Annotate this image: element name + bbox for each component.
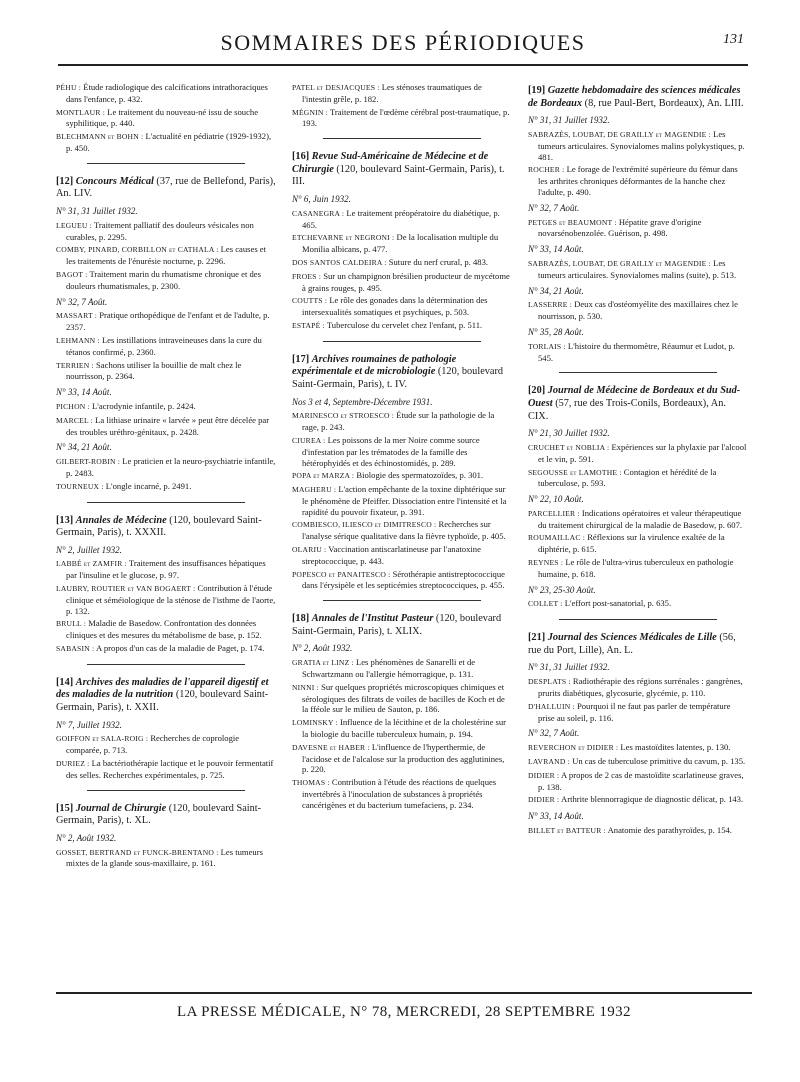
issue-label: N° 2, Juillet 1932.: [56, 544, 122, 555]
article-author: BAGOT :: [56, 269, 88, 279]
section-divider: [87, 502, 245, 503]
article-entry: [56, 360, 276, 383]
article-entry: [292, 742, 512, 775]
article-author: POPA et MARZA :: [292, 471, 355, 481]
issue-label: N° 33, 14 Août.: [528, 811, 584, 822]
article-title: L'ongle incarné, p. 2491.: [105, 480, 192, 491]
article-author: PARCELLIER :: [528, 508, 580, 518]
article-title: Les phénomènes de Sanarelli et de Schwartzmann ou l'allergie hémorragique, p. 131.: [302, 657, 476, 680]
article-entry: [56, 618, 276, 641]
article-author: ETCHEVARNE et NEGRONI :: [292, 233, 395, 243]
article-author: COLLET :: [528, 599, 563, 609]
article-title: Traitement palliatif des douleurs vésicales non curables, p. 2295.: [66, 219, 254, 242]
journal-name: Revue Sud-Américaine de Médecine et de Chirurgie: [292, 151, 489, 175]
article-title: Les tumeurs articulaires. Synovialomes malins (suite), p. 513.: [538, 257, 737, 280]
article-author: TOURNEUX :: [56, 481, 104, 491]
issue-label: N° 32, 7 Août.: [528, 202, 580, 213]
column-1: [56, 82, 276, 871]
article-title: Les poissons de la mer Noire comme source d'infestation par les trématodes de la famille des hétérophyidés et des échinostomidés, p. 289.: [302, 434, 480, 468]
issue-label: N° 22, 10 Août.: [528, 494, 584, 505]
article-title: La lithiase urinaire « larvée » peut être décelée par des troubles uréthro-génitaux, p. 2428.: [66, 414, 270, 437]
journal-number: [20]: [528, 385, 546, 397]
article-author: D'HALLUIN :: [528, 701, 575, 711]
article-title: Contribution à l'étude des réactions de quelques invertébrés à l'inoculation de substances à propriétés cancérigènes et du bacterium tumefaciens, p. 234.: [302, 777, 497, 810]
article-entry: [292, 717, 512, 740]
article-title: Pourquoi il ne faut pas parler de température prise au soleil, p. 116.: [538, 700, 731, 723]
article-author: TERRIEN :: [56, 360, 94, 370]
journal-section: [292, 354, 512, 592]
journal-number: [12]: [56, 175, 74, 187]
article-entry: [292, 208, 512, 231]
journal-name: Archives des maladies de l'appareil digestif et des maladies de la nutrition: [56, 676, 269, 701]
issue-label: N° 6, Juin 1932.: [292, 193, 351, 204]
article-entry: [528, 598, 748, 610]
issue-label: N° 35, 28 Août.: [528, 326, 584, 337]
journal-details: (120, boulevard Saint-Germain, Paris), t. XXII.: [56, 689, 269, 714]
article-author: BLECHMANN et BOHN :: [56, 132, 144, 142]
article-entry: [528, 467, 748, 490]
journal-section: [292, 82, 512, 129]
article-author: LABBÉ et ZAMFIR :: [56, 559, 127, 569]
journal-details: (120, boulevard Saint-Germain, Paris), t. IV.: [292, 366, 504, 390]
journal-section: [528, 632, 748, 837]
footer-text: LA PRESSE MÉDICALE, N° 78, MERCREDI, 28 SEPTEMBRE 1932: [177, 1004, 631, 1020]
journal-name: Annales de l'Institut Pasteur: [311, 613, 434, 625]
article-entry: [292, 232, 512, 255]
article-author: LEHMANN :: [56, 335, 100, 345]
journal-details: (57, rue des Trois-Conils, Bordeaux), An. CIX.: [528, 397, 726, 422]
article-entry: [528, 442, 748, 465]
article-entry: [56, 558, 276, 581]
article-entry: [56, 583, 276, 616]
article-entry: [292, 257, 512, 269]
article-entry: [528, 676, 748, 699]
article-author: CASANEGRA :: [292, 208, 345, 218]
article-title: L'effort post-sanatorial, p. 635.: [564, 598, 672, 609]
article-title: Les instillations intraveineuses dans la cure du tétanos confirmé, p. 2360.: [66, 334, 262, 357]
article-title: Le rôle de l'ultra-virus tuberculeux en pathologie humaine, p. 618.: [538, 557, 734, 579]
journal-heading: [528, 632, 748, 657]
article-entry: [56, 847, 276, 870]
journal-heading: [56, 515, 276, 540]
article-author: MARINESCO et STROESCO :: [292, 411, 395, 421]
article-title: Les sténoses traumatiques de l'intestin grêle, p. 182.: [302, 82, 482, 104]
article-entry: [292, 271, 512, 294]
article-entry: [56, 733, 276, 756]
article-author: TORLAIS :: [528, 341, 566, 351]
article-title: Les tumeurs articulaires. Synovialomes malins polykystiques, p. 481.: [538, 128, 745, 162]
article-title: Arthrite blennorragique de diagnostic délicat, p. 143.: [561, 794, 744, 805]
journal-number: [18]: [292, 613, 310, 625]
article-entry: [56, 481, 276, 493]
journal-section: [56, 176, 276, 493]
article-author: PETGES et BEAUMONT :: [528, 217, 617, 227]
article-author: MÉGNIN :: [292, 107, 328, 117]
article-entry: [56, 107, 276, 130]
journal-details: (120, boulevard Saint-Germain, Paris), t. XXXII.: [56, 514, 262, 539]
article-title: Contribution à l'étude clinique et séméiologique de la sténose de l'isthme de l'aorte, p. 132.: [66, 583, 276, 616]
journal-details: (8, rue Paul-Bert, Bordeaux), An. LIII.: [584, 97, 744, 109]
article-author: GILBERT-ROBIN :: [56, 457, 121, 467]
journal-section: [56, 803, 276, 870]
article-title: Contagion et hérédité de la tuberculose, p. 593.: [538, 466, 717, 489]
journal-section: [292, 613, 512, 810]
article-entry: [528, 701, 748, 724]
issue-label: N° 7, Juillet 1932.: [56, 719, 122, 730]
article-author: REVERCHON et DIDIER :: [528, 743, 619, 753]
article-entry: [528, 742, 748, 754]
article-title: Traitement de l'œdème cérébral post-traumatique, p. 193.: [302, 106, 510, 129]
article-title: Le forage de l'extrémité supérieure du fémur dans les arthrites chroniques déformantes de la hanche chez l'adulte, p. 490.: [538, 164, 738, 197]
article-author: BILLET et BATTEUR :: [528, 826, 606, 836]
article-title: L'actualité en pédiatrie (1929-1932), p. 450.: [66, 131, 272, 153]
article-entry: [292, 569, 512, 592]
journal-heading: [292, 151, 512, 189]
article-author: MAGHERU :: [292, 485, 337, 495]
article-entry: [528, 164, 748, 197]
journal-section: [56, 515, 276, 655]
article-title: Le traitement du nouveau-né issu de souche syphilitique, p. 440.: [66, 106, 259, 129]
article-entry: [56, 415, 276, 438]
article-author: CIUREA :: [292, 435, 326, 445]
article-author: DESPLATS :: [528, 677, 571, 687]
article-entry: [528, 794, 748, 806]
section-divider: [323, 600, 481, 601]
article-title: L'influence de l'hyperthermie, de l'acidose et de l'alcalose sur la production des agglutinines, p. 220.: [302, 741, 505, 775]
article-title: Biologie des spermatozoïdes, p. 301.: [356, 470, 484, 481]
article-author: LAVRAND :: [528, 757, 570, 767]
article-entry: [56, 244, 276, 267]
issue-label: N° 33, 14 Août.: [56, 387, 112, 398]
article-title: Indications opératoires et valeur thérapeutique du traitement chirurgical de la maladie de Basedow, p. 607.: [538, 507, 743, 530]
article-entry: [56, 310, 276, 333]
article-author: FROES :: [292, 271, 322, 281]
article-title: Les causes et les traitements de l'énurésie nocturne, p. 2296.: [66, 244, 267, 267]
article-title: Réflexions sur la virulence exaltée de la diphtérie, p. 615.: [538, 532, 725, 555]
article-author: THOMAS :: [292, 778, 330, 788]
article-entry: [292, 470, 512, 482]
issue-label: Nos 3 et 4, Septembre-Décembre 1931.: [292, 396, 433, 407]
article-title: A propos de 2 cas de mastoïdite scarlatineuse graves, p. 138.: [538, 769, 744, 792]
article-author: LOMINSKY :: [292, 718, 338, 728]
article-entry: [528, 299, 748, 322]
article-title: Maladie de Basedow. Confrontation des données cliniques et des mesures du métabolisme de base, p. 152.: [66, 618, 262, 641]
article-entry: [292, 484, 512, 517]
article-author: MONTLAUR :: [56, 107, 106, 117]
article-author: DOS SANTOS CALDEIRA :: [292, 257, 387, 267]
journal-heading: [56, 677, 276, 715]
article-entry: [528, 532, 748, 555]
journal-details: (120, boulevard Saint-Germain, Paris), t. XL.: [56, 802, 262, 827]
section-divider: [87, 163, 245, 164]
article-author: ROUMAILLAC :: [528, 533, 586, 543]
article-title: Tuberculose du cervelet chez l'enfant, p. 511.: [326, 319, 483, 330]
journal-details: (120, boulevard Saint-Germain, Paris), t. III.: [292, 163, 505, 188]
article-author: POPESCO et PANAITESCO :: [292, 569, 391, 579]
journal-heading: [292, 354, 512, 392]
article-entry: [56, 758, 276, 781]
article-author: SABRAZÈS, LOUBAT, DE GRAILLY et MAGENDIE :: [528, 129, 711, 139]
article-title: Pratique orthopédique de l'enfant et de l'adulte, p. 2357.: [66, 310, 270, 333]
journal-section: [292, 151, 512, 332]
journal-section: [56, 677, 276, 781]
article-author: MARCEL :: [56, 415, 93, 425]
issue-label: N° 31, 31 Juillet 1932.: [56, 205, 138, 216]
article-entry: [528, 756, 748, 768]
article-author: PÉHU :: [56, 83, 82, 92]
article-title: Suture du nerf crural, p. 483.: [388, 256, 489, 267]
article-entry: [528, 129, 748, 162]
journal-details: (120, boulevard Saint-Germain, Paris), t. XLIX.: [292, 613, 502, 637]
article-title: Sur quelques propriétés microscopiques chimiques et sérologiques des filtrats de voiles de bacilles de Koch et de la fféole sur le milieu de Sauton, p. 186.: [302, 681, 505, 715]
article-entry: [528, 258, 748, 281]
article-entry: [292, 107, 512, 130]
journal-number: [15]: [56, 802, 74, 814]
article-author: REYNES :: [528, 558, 564, 568]
article-author: DAVESNE et HABER :: [292, 742, 370, 752]
article-title: Radiothérapie des régions surrénales : gangrènes, prurits diabétiques, glycosurie, glycémie, p. 110.: [538, 676, 743, 699]
article-title: L'histoire du thermomètre, Réaumur et Ludot, p. 545.: [538, 340, 735, 363]
section-divider: [87, 790, 245, 791]
article-author: ESTAPÉ :: [292, 320, 325, 330]
section-divider: [559, 372, 717, 373]
issue-label: N° 31, 31 Juillet 1932.: [528, 115, 610, 126]
issue-label: N° 31, 31 Juillet 1932.: [528, 662, 610, 673]
article-entry: [56, 82, 276, 105]
journal-heading: [292, 613, 512, 638]
article-author: LASSERRE :: [528, 300, 572, 310]
article-entry: [292, 544, 512, 567]
article-entry: [292, 295, 512, 318]
article-entry: [292, 410, 512, 433]
article-entry: [56, 401, 276, 413]
article-entry: [292, 320, 512, 332]
page-number: 131: [723, 32, 744, 47]
journal-name: Annales de Médecine: [75, 514, 167, 526]
article-author: SABRAZÈS, LOUBAT, DE GRAILLY et MAGENDIE :: [528, 258, 711, 268]
article-author: GOSSET, BERTRAND et FUNCK-BRENTANO :: [56, 847, 219, 857]
article-title: La bactériothérapie lactique et le pouvoir fermentatif des selles. Recherches expérimentales, p. 725.: [66, 758, 274, 780]
article-entry: [56, 220, 276, 243]
article-author: DIDIER :: [528, 795, 560, 805]
article-entry: [292, 657, 512, 680]
journal-section: [56, 82, 276, 154]
article-title: Recherches de coprologie comparée, p. 713.: [66, 733, 240, 756]
journal-heading: [528, 85, 748, 110]
article-author: SEGOUSSE et LAMOTHE :: [528, 467, 622, 477]
article-title: Vaccination antiscarlatineuse par l'anatoxine streptococcique, p. 443.: [302, 544, 481, 566]
section-divider: [323, 341, 481, 342]
issue-label: N° 34, 21 Août.: [528, 285, 584, 296]
article-entry: [56, 131, 276, 154]
article-author: COUTTS :: [292, 296, 328, 306]
journal-number: [21]: [528, 632, 546, 644]
journal-section: [528, 385, 748, 610]
article-entry: [528, 770, 748, 793]
article-entry: [528, 508, 748, 531]
article-entry: [56, 456, 276, 479]
journal-details: (37, rue de Bellefond, Paris), An. LIV.: [56, 175, 276, 200]
article-entry: [292, 519, 512, 542]
article-title: Le rôle des gonades dans la détermination des intersexualités somatiques et psychiques, p. 503.: [302, 295, 488, 318]
article-entry: [56, 335, 276, 358]
article-entry: [56, 643, 276, 655]
journal-section: [528, 85, 748, 363]
issue-label: N° 32, 7 Août.: [528, 728, 580, 739]
article-title: Traitement marin du rhumatisme chronique et des douleurs rhumatismales, p. 2300.: [66, 268, 261, 291]
journal-heading: [56, 176, 276, 201]
article-author: COMBIESCO, ILIESCO et DIMITRESCO :: [292, 520, 437, 530]
journal-number: [16]: [292, 151, 310, 163]
article-title: De la localisation multiple du Monilia albicans, p. 477.: [302, 232, 499, 255]
article-title: Sur un champignon brésilien producteur de mycétome à grains rouges, p. 495.: [302, 270, 510, 293]
article-entry: [292, 777, 512, 810]
issue-label: N° 32, 7 Août.: [56, 296, 108, 307]
article-author: PATEL et DESJACQUES :: [292, 83, 380, 92]
article-author: GOIFFON et SALA-ROIG :: [56, 734, 149, 744]
article-author: LEGUEU :: [56, 220, 92, 230]
article-title: Sachons utiliser la bouillie de malt chez le nourrisson, p. 2364.: [66, 359, 242, 382]
article-author: CRUCHET et NOBLIA :: [528, 442, 610, 452]
journal-name: Journal de Médecine de Bordeaux et du Sud-Ouest: [528, 385, 741, 409]
article-author: COMBY, PINARD, CORBILLON et CATHALA :: [56, 245, 219, 255]
article-author: SABASIN :: [56, 644, 95, 654]
issue-label: N° 2, Août 1932.: [292, 643, 353, 654]
article-title: Le traitement préopératoire du diabétique, p. 465.: [302, 207, 500, 230]
article-author: PICHON :: [56, 401, 90, 411]
article-title: L'acrodynie infantile, p. 2424.: [92, 400, 196, 411]
article-entry: [528, 825, 748, 837]
article-author: ROCHER :: [528, 165, 565, 175]
issue-label: N° 23, 25-30 Août.: [528, 584, 596, 595]
article-entry: [292, 435, 512, 468]
page-header: [58, 26, 748, 66]
article-author: OLARIU :: [292, 545, 327, 555]
article-title: Le praticien et la neuro-psychiatrie infantile, p. 2483.: [66, 456, 276, 478]
article-author: MASSART :: [56, 311, 98, 321]
section-divider: [323, 138, 481, 139]
journal-name: Journal des Sciences Médicales de Lille: [547, 632, 717, 644]
column-2: [292, 82, 512, 813]
journal-details: (56, rue du Port, Lille), An. L.: [528, 632, 736, 656]
issue-label: N° 34, 21 Août.: [56, 442, 112, 453]
article-title: Recherches sur l'analyse sérique qualitative dans la fièvre typhoïde, p. 405.: [302, 519, 506, 542]
issue-label: N° 21, 30 Juillet 1932.: [528, 428, 610, 439]
article-author: BRULL :: [56, 619, 87, 629]
article-entry: [292, 82, 512, 105]
article-author: LAUBRY, ROUTIER et VAN BOGAERT :: [56, 584, 196, 594]
article-title: Étude radiologique des calcifications intrathoraciques dans l'enfance, p. 432.: [66, 82, 268, 104]
issue-label: N° 2, Août 1932.: [56, 832, 117, 843]
article-entry: [528, 557, 748, 580]
article-entry: [528, 217, 748, 240]
journal-heading: [56, 803, 276, 828]
page-footer: [56, 992, 752, 1021]
journal-name: Concours Médical: [75, 175, 154, 187]
article-title: A propos d'un cas de la maladie de Paget, p. 174.: [96, 643, 265, 654]
journal-number: [13]: [56, 514, 74, 526]
journal-number: [17]: [292, 353, 310, 365]
journal-number: [19]: [528, 85, 546, 96]
article-title: Étude sur la pathologie de la rage, p. 243.: [302, 410, 495, 433]
issue-label: N° 33, 14 Août.: [528, 244, 584, 255]
article-entry: [292, 682, 512, 715]
article-entry: [56, 269, 276, 292]
article-entry: [528, 341, 748, 364]
article-title: Sérothérapie antistreptococcique dans l'érysipèle et les septicémies streptococciques, p. 455.: [302, 568, 505, 591]
journal-name: Archives roumaines de pathologie expérimentale et de microbiologie: [292, 353, 457, 378]
article-author: DIDIER :: [528, 770, 560, 780]
article-title: Influence de la lécithine et de la cholestérine sur la biologie du bacille tuberculeux humain, p. 194.: [302, 717, 507, 740]
article-author: NINNI :: [292, 682, 319, 692]
article-title: L'action empêchante de la toxine diphtérique sur le phénomène de Pfeiffer. Dissociation entre l'intensité et la rapidité du pouvoir fixateur, p. 391.: [302, 484, 507, 517]
section-divider: [87, 664, 245, 665]
article-title: Les tumeurs mixtes de la glande sous-maxillaire, p. 161.: [66, 846, 263, 869]
section-divider: [559, 619, 717, 620]
article-title: Anatomie des parathyroïdes, p. 154.: [607, 825, 732, 836]
article-author: GRATIA et LINZ :: [292, 658, 354, 668]
journal-name: Gazette hebdomadaire des sciences médicales de Bordeaux: [528, 85, 741, 109]
article-title: Les mastoïdites latentes, p. 130.: [620, 742, 731, 753]
article-title: Hépatite grave d'origine novarsénobenzolée. Guérison, p. 498.: [538, 216, 702, 239]
article-title: Un cas de tuberculose primitive du cavum, p. 135.: [572, 756, 746, 767]
article-title: Expériences sur la phylaxie par l'alcool et le vin, p. 591.: [538, 441, 747, 464]
column-3: [528, 82, 748, 839]
journal-name: Journal de Chirurgie: [75, 802, 167, 814]
article-title: Deux cas d'ostéomyélite des maxillaires chez le nourrisson, p. 530.: [538, 299, 738, 322]
journal-number: [14]: [56, 676, 74, 688]
journal-heading: [528, 385, 748, 423]
page-title: SOMMAIRES DES PÉRIODIQUES: [220, 30, 586, 55]
article-author: DURIEZ :: [56, 759, 90, 769]
article-title: Traitement des insuffisances hépatiques par l'insuline et le glucose, p. 97.: [66, 558, 266, 581]
